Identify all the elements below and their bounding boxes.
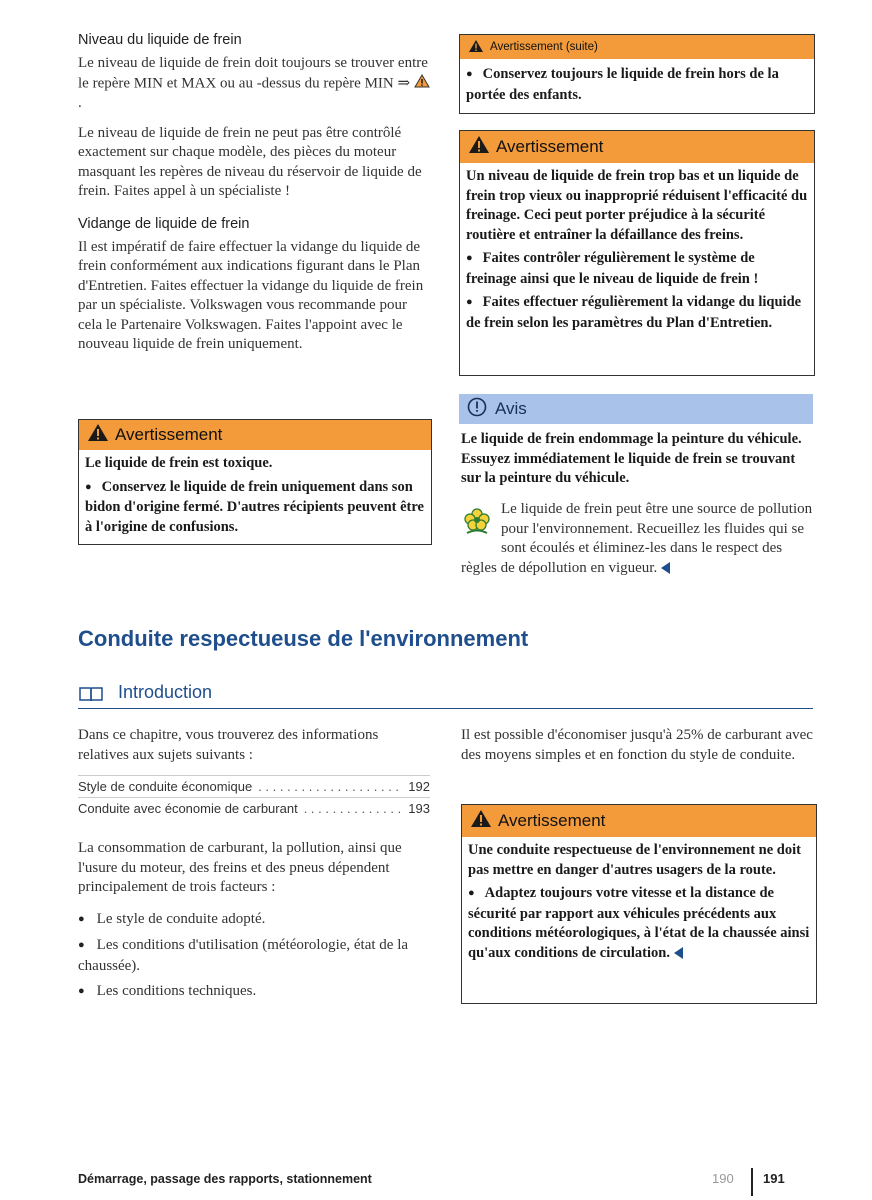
list-item-text: Les conditions techniques. xyxy=(96,983,257,999)
section-title: Conduite respectueuse de l'environnement xyxy=(78,626,529,651)
book-icon xyxy=(78,685,104,708)
warning-bullet-2-text: Faites effectuer régulièrement la vidange du liquide de frein selon les paramètres du Plan d'Entretien. xyxy=(466,294,802,331)
toc-item-label: Conduite avec économie de carburant xyxy=(78,801,298,816)
footer-chapter: Démarrage, passage des rapports, stationnement xyxy=(78,1172,372,1186)
factor-list xyxy=(78,910,430,1003)
intro-left-column xyxy=(78,726,430,1009)
warning-bullet-1 xyxy=(466,249,808,289)
list-item xyxy=(78,982,430,1003)
warning-triangle-icon xyxy=(87,423,109,447)
warning-cont-title: Avertissement (suite) xyxy=(490,41,598,53)
list-item xyxy=(78,936,430,976)
toc-item-label: Style de conduite économique xyxy=(78,779,253,794)
environment-text xyxy=(461,500,813,578)
warning-header xyxy=(462,805,816,837)
warning-box-brake-efficiency xyxy=(459,130,815,376)
end-marker-icon xyxy=(674,947,683,959)
end-marker-icon xyxy=(661,562,670,574)
warning-cont-bullet xyxy=(466,65,808,105)
intro-heading-row xyxy=(78,681,813,709)
notice-title: Avis xyxy=(495,399,527,418)
warning-body xyxy=(462,837,816,971)
warning-title: Avertissement xyxy=(115,425,223,444)
warning-body xyxy=(460,163,814,341)
warning-box-eco-driving xyxy=(461,804,817,1004)
notice-block xyxy=(459,394,813,489)
heading-brake-fluid-change: Vidange de liquide de frein xyxy=(78,215,250,232)
warning-bullet-text: Conservez le liquide de frein uniquement dans son bidon d'origine fermé. D'autres récipients peuvent être à l'origine de confusions. xyxy=(85,478,424,535)
paragraph-level-check: Le niveau de liquide de frein ne peut pas être contrôlé exactement sur chaque modèle, des pièces du moteur masquant les repères de niveau du réservoir de liquide de frein. Faites appel à un spécialiste ! xyxy=(78,124,422,199)
paragraph-level xyxy=(78,54,430,114)
toc xyxy=(78,775,430,819)
warning-cont-bullet-text: Conservez toujours le liquide de frein hors de la portée des enfants. xyxy=(466,66,779,103)
toc-leader xyxy=(304,801,403,816)
environment-note xyxy=(461,500,813,578)
info-circle-icon xyxy=(467,397,487,422)
intro-title: Introduction xyxy=(118,682,213,702)
paragraph-level-end: . xyxy=(78,95,82,111)
environment-text-content: Le liquide de frein peut être une source de pollution pour l'environnement. Recueillez les fluides qui se sont écoulés et éliminez-les dans le respect des règles de dépollution en vigueur. xyxy=(461,501,813,576)
warning-bullet-text: Adaptez toujours votre vitesse et la distance de sécurité par rapport aux véhicules précédents aux conditions météorologiques, à l'état de la chaussée ainsi qu'aux conditions de circulation. xyxy=(468,885,810,961)
warning-bullet xyxy=(468,884,810,963)
warning-triangle-icon xyxy=(470,809,492,833)
left-column-top xyxy=(78,32,430,355)
footer-page-divider xyxy=(751,1168,753,1196)
list-item-text: Le style de conduite adopté. xyxy=(96,910,266,927)
warning-intro: Un niveau de liquide de frein trop bas et un liquide de frein trop vieux ou inapproprié réduisent l'efficacité du freinage. Ceci peut porter préjudice à la sécurité routière et entraîner la défaillance des freins. xyxy=(466,168,808,243)
footer-page-right: 191 xyxy=(763,1171,785,1186)
warning-intro: Une conduite respectueuse de l'environnement ne doit pas mettre en danger d'autres usagers de la route. xyxy=(468,842,801,878)
warning-bullet-1-text: Faites contrôler régulièrement le système de freinage ainsi que le niveau de liquide de frein ! xyxy=(466,250,759,287)
paragraph-level-text: Le niveau de liquide de frein doit toujours se trouver entre le repère MIN et MAX ou au -dessus du repère MIN ⇒ xyxy=(78,55,428,92)
warning-header xyxy=(460,131,814,163)
toc-item-page: 193 xyxy=(408,801,430,816)
warning-triangle-icon xyxy=(468,135,490,159)
list-item-text: Les conditions d'utilisation (météorologie, état de la chaussée). xyxy=(78,937,409,974)
intro-right-column xyxy=(461,726,813,765)
warning-box-toxic xyxy=(78,419,432,545)
toc-leader xyxy=(258,779,402,794)
intro-right-paragraph: Il est possible d'économiser jusqu'à 25% de carburant avec des moyens simples et en fonction du style de conduite. xyxy=(461,727,813,763)
warning-title: Avertissement xyxy=(496,137,604,156)
toc-item-page: 192 xyxy=(408,779,430,794)
environment-flower-icon xyxy=(461,506,493,541)
warning-triangle-icon xyxy=(414,74,430,95)
toc-item[interactable] xyxy=(78,775,430,797)
list-item xyxy=(78,910,430,931)
warning-bullet xyxy=(85,478,425,538)
intro-paragraph-2: La consommation de carburant, la pollution, ainsi que l'usure du moteur, des freins et des pneus dépendent principalement de trois facteurs : xyxy=(78,840,402,895)
warning-bullet-2 xyxy=(466,293,808,333)
warning-header xyxy=(79,420,431,450)
warning-cont-body xyxy=(460,59,814,113)
notice-text: Le liquide de frein endommage la peinture du véhicule. Essuyez immédiatement le liquide de frein se trouvant sur la peinture du véhicule. xyxy=(461,431,802,486)
warning-title: Avertissement xyxy=(498,811,606,830)
warning-body xyxy=(79,450,431,545)
warning-cont-header xyxy=(460,35,814,59)
notice-header xyxy=(459,394,813,424)
warning-box-continued xyxy=(459,34,815,114)
footer-page-left: 190 xyxy=(712,1171,734,1186)
paragraph-change: Il est impératif de faire effectuer la vidange du liquide de frein conformément aux indications figurant dans le Plan d'Entretien. Faites effectuer la vidange du liquide de frein par un spécialiste. Volkswagen vous recommande pour cela le Partenaire Volkswagen. Faites l'appoint avec le nouveau liquide de frein uniquement. xyxy=(78,238,424,352)
toc-item[interactable] xyxy=(78,797,430,819)
warning-triangle-icon xyxy=(468,39,484,56)
warning-intro: Le liquide de frein est toxique. xyxy=(85,455,273,471)
intro-paragraph-1: Dans ce chapitre, vous trouverez des informations relatives aux sujets suivants : xyxy=(78,727,379,763)
heading-brake-fluid-level: Niveau du liquide de frein xyxy=(78,32,242,48)
